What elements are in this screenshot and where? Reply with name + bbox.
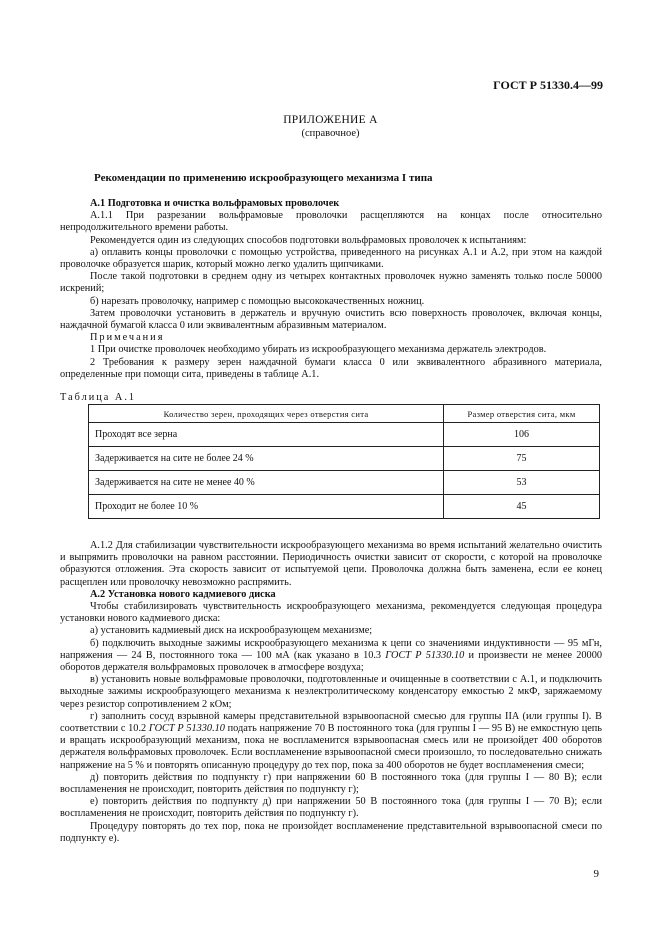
paragraph: Затем проволочки установить в держатель и вручную очистить всю поверхность проволочек, включая концы, наждачной бумагой класса 0 или эквивалентным абразивным материалом. [60,307,602,332]
text-run: г) заполнить сосуд взрывной камеры представительной взрывоопасной смесью для группы IIA (или группы I). В соответствии с 10.2 [60,710,602,735]
paragraph: А.1.1 При разрезании вольфрамовые проволочки расщепляются на концах после относительно непродолжительного времени работы. [60,210,602,234]
standard-number: ГОСТ Р 51330.4—99 [493,78,603,92]
note: 1 При очистке проволочек необходимо убирать из искрообразующего механизма держатель электродов. [90,344,547,356]
paragraph: а) установить кадмиевый диск на искрообразующем механизме; [90,625,373,637]
table-cell: Проходят все зерна [89,423,444,447]
table-row [89,495,600,519]
table-cell: 53 [444,471,600,495]
notes-label: Примечания [90,332,165,344]
section-a1-heading: А.1 Подготовка и очистка вольфрамовых проволочек [90,198,340,209]
standard-reference: ГОСТ Р 51330.10 [385,649,465,661]
paragraph [60,638,602,675]
table-header-cell: Размер отверстия сита, мкм [444,405,600,423]
table-cell: Задерживается на сите не менее 40 % [89,471,444,495]
paragraph: е) повторить действия по подпункту д) при напряжении 50 В постоянного тока (для группы I — 70 В); если воспламенения не происходит, повторить действия по подпункту г). [60,796,602,820]
table-cell: Проходит не более 10 % [89,495,444,519]
appendix-title: ПРИЛОЖЕНИЕ А [283,114,378,126]
table-row [89,471,600,495]
paragraph: А.1.2 Для стабилизации чувствительности искрообразующего механизма во время испытаний желательно очистить и выпрямить проволочки на равном расстоянии. Периодичность очистки зависит от скорости, с которой на проволочке образуются отложения. Эта скорость зависит от испытуемой цепи. Проволочка должна быть заменена, если ее конец расщеплен или проволочку невозможно распрямить. [60,540,602,588]
table-row [89,423,600,447]
table-header-row [89,405,600,423]
paragraph: Чтобы стабилизировать чувствительность искрообразующего механизма, рекомендуется следующая процедура установки нового кадмиевого диска: [60,601,602,625]
section-a2-heading: А.2 Установка нового кадмиевого диска [90,588,276,600]
table-row [89,447,600,471]
section-a2 [60,540,602,845]
text-run: подать напряжение 70 В постоянного тока (для группы I — 95 В) не емкостную цепь и вращать искрообразующий механизм, пока не воспламенится взрывоопасная смесь или не произойдет 400 оборотов держателя вольфрамовых проволочек. Если воспламенение взрывоопасной смеси произошло, то последовательно снижать напряжение на 5 % и повторять описанную процедуру до тех пор, пока за 400 оборотов не будет воспламенения смеси; [60,723,602,771]
table-caption: Таблица А.1 [60,392,137,403]
note: 2 Требования к размеру зерен наждачной бумаги класса 0 или эквивалентного абразивного материала, определенные при помощи сита, приведены в таблице А.1. [60,356,602,380]
page-number: 9 [593,868,599,880]
table-cell: 106 [444,423,600,447]
paragraph: После такой подготовки в среднем одну из четырех контактных проволочек нужно заменять только после 50000 искрений; [60,271,602,295]
paragraph: в) установить новые вольфрамовые проволочки, подготовленные и очищенные в соответствии с А.1, и подключить выходные зажимы искрообразующего механизма к неэлектролитическому конденсатору емкостью 2 мкФ, заряжаемому через резистор сопротивлением 2 кОм; [60,674,602,710]
table-cell: 75 [444,447,600,471]
standard-reference: ГОСТ Р 51330.10 [148,723,225,735]
table-cell: Задерживается на сите не более 24 % [89,447,444,471]
paragraph: б) нарезать проволочку, например с помощью высококачественных ножниц. [90,295,425,307]
main-heading: Рекомендации по применению искрообразующего механизма I типа [94,172,433,184]
paragraph [60,711,602,772]
section-a1 [60,198,602,381]
text-run: б) подключить выходные зажимы искрообразующего механизма к цепи со значениями индуктивности — 95 мГн, напряжения — 24 В, постоянного тока — 100 мА (как указано в 10.3 [60,637,602,661]
paragraph: Процедуру повторять до тех пор, пока не произойдет воспламенение представительной взрывоопасной смеси по подпункту е). [60,820,602,844]
text-run: и произвести не менее 20000 оборотов держателя вольфрамовых проволочек в атмосфере воздуха; [60,649,602,674]
table-header-cell: Количество зерен, проходящих через отверстия сита [89,405,444,423]
paragraph: д) повторить действия по подпункту г) при напряжении 60 В постоянного тока (для группы I — 80 В); если воспламенения не происходит, повторить действия по подпункту г); [60,771,602,796]
appendix-subtitle: (справочное) [301,128,360,139]
table-cell: 45 [444,495,600,519]
paragraph: а) оплавить концы проволочки с помощью устройства, приведенного на рисунках А.1 и А.2, при этом на каждой проволочке образуется шарик, который можно легко удалить щипчиками. [60,246,602,271]
paragraph: Рекомендуется один из следующих способов подготовки вольфрамовых проволочек к испытаниям: [90,234,527,246]
sieve-table [88,404,600,519]
